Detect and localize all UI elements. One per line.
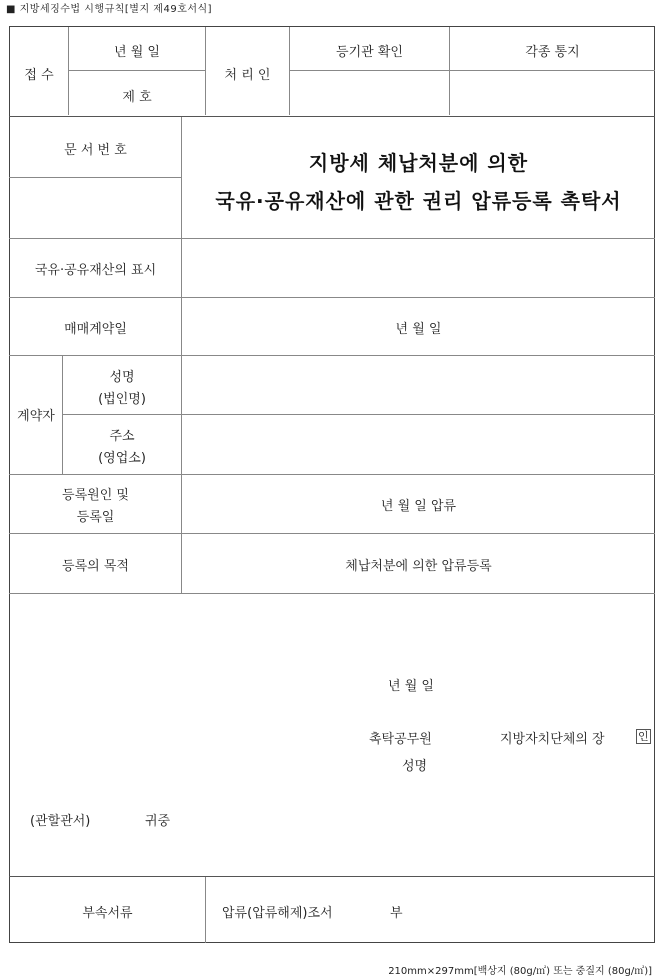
- divider: [9, 533, 655, 534]
- purpose-value: 체납처분에 의한 압류등록: [345, 559, 492, 574]
- registry-check-label: 등기관 확인: [336, 45, 403, 60]
- divider: [9, 355, 655, 356]
- processor-label: 처 리 인: [224, 68, 271, 83]
- attachments-value: 압류(압류해제)조서: [222, 906, 333, 921]
- form-title-line2: 국유·공유재산에 관한 권리 압류등록 촉탁서: [215, 189, 622, 213]
- contractor-label: 계약자: [17, 409, 55, 424]
- receipt-number-label: 제 호: [122, 90, 152, 105]
- receipt-label: 접 수: [24, 68, 54, 83]
- attachments-label: 부속서류: [82, 906, 133, 921]
- honorific-label: 귀중: [145, 814, 171, 829]
- address-label-line2: (영업소): [98, 451, 146, 466]
- form-title-line1: 지방세 체납처분에 의한: [308, 151, 529, 175]
- seal-mark: 인: [638, 730, 649, 743]
- address-label-line1: 주소: [109, 429, 135, 444]
- official-name-label: 성명: [402, 759, 428, 774]
- divider: [9, 297, 655, 298]
- divider: [205, 877, 206, 943]
- notice-label: 각종 통지: [525, 45, 580, 60]
- name-label-line1: 성명: [109, 370, 135, 385]
- local-government-head-label: 지방자치단체의 장: [500, 732, 605, 747]
- attachments-unit: 부: [390, 906, 403, 921]
- divider: [9, 238, 655, 239]
- divider: [62, 414, 655, 415]
- form-reference: ■ 지방세징수법 시행규칙[별지 제49호서식]: [6, 4, 213, 15]
- divider: [9, 876, 655, 877]
- doc-number-label: 문 서 번 호: [64, 143, 127, 158]
- divider: [68, 70, 205, 71]
- divider: [9, 116, 655, 117]
- divider: [9, 177, 181, 178]
- cause-label-line1: 등록원인 및: [62, 488, 129, 503]
- cause-value: 년 월 일 압류: [380, 499, 457, 514]
- property-label: 국유·공유재산의 표시: [34, 263, 157, 278]
- name-label-line2: (법인명): [98, 392, 146, 407]
- receipt-date-label: 년 월 일: [114, 45, 160, 60]
- official-label: 촉탁공무원: [369, 732, 432, 747]
- divider: [289, 70, 655, 71]
- paper-spec: 210mm×297mm[백상지 (80g/㎡) 또는 중질지 (80g/㎡)]: [388, 966, 652, 977]
- sale-contract-date-value: 년 월 일: [395, 322, 442, 337]
- divider: [9, 474, 655, 475]
- signature-date: 년 월 일: [388, 679, 434, 694]
- purpose-label: 등록의 목적: [62, 559, 129, 574]
- cause-label-line2: 등록일: [76, 510, 115, 525]
- sale-contract-date-label: 매매계약일: [64, 322, 127, 337]
- addressee-label: (관할관서): [30, 814, 91, 829]
- divider: [9, 593, 655, 594]
